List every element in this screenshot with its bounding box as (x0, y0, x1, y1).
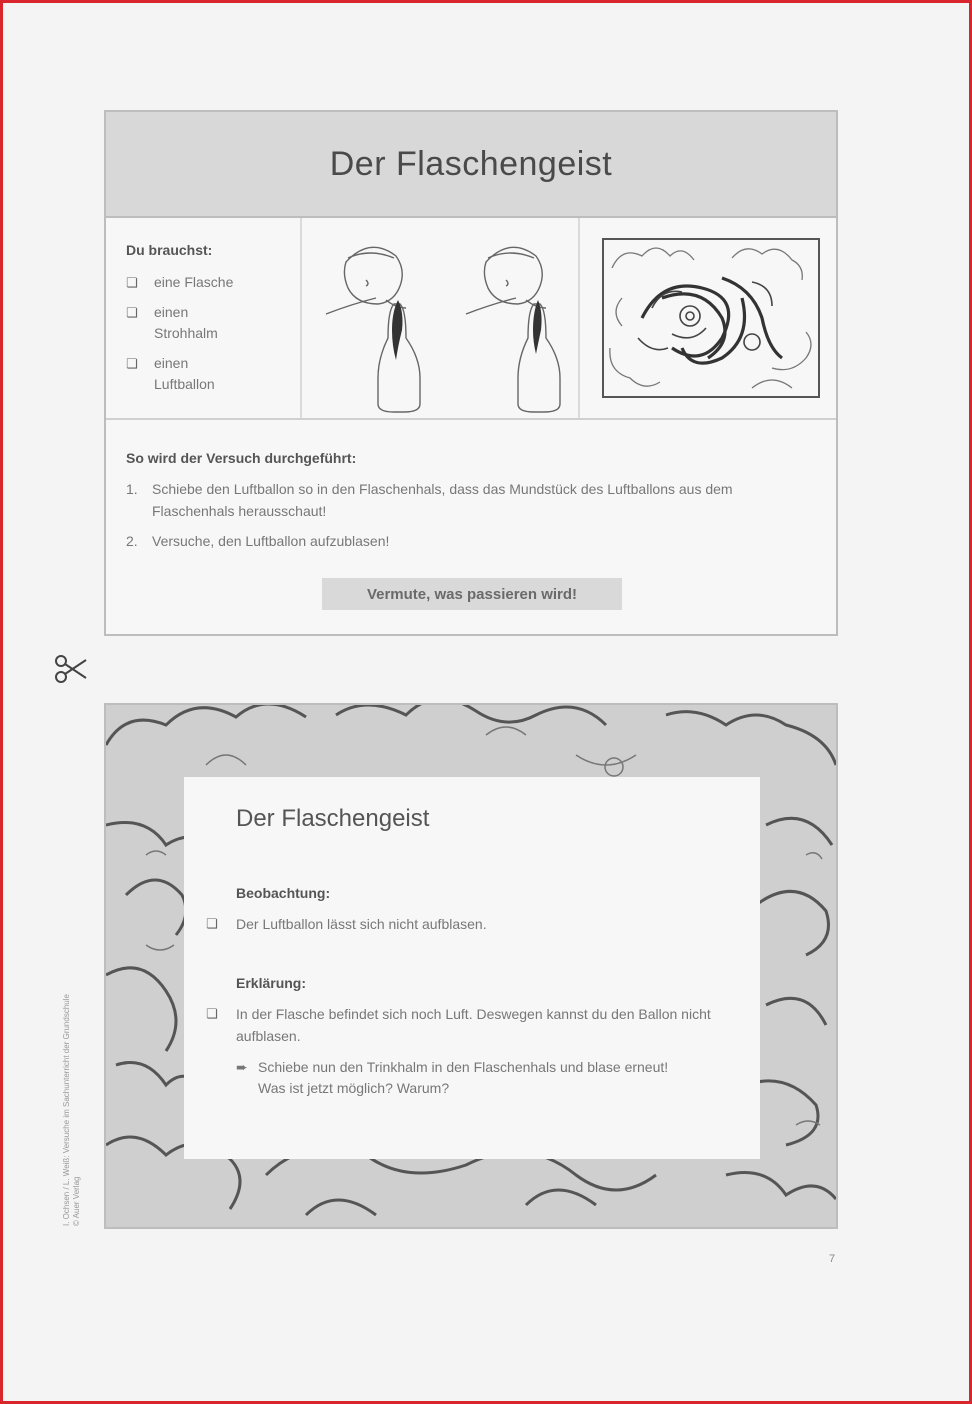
task-question: Was ist jetzt möglich? Warum? (258, 1080, 450, 1096)
experiment-illustration (306, 222, 580, 414)
materials-heading: Du brauchst: (126, 242, 213, 258)
materials-item-label: eine Flasche (154, 274, 234, 290)
observation-heading: Beobachtung: (236, 885, 331, 901)
materials-item-label: einen Luftballon (154, 355, 215, 392)
materials-list (126, 242, 296, 404)
explanation-section (206, 975, 720, 1099)
procedure-step (126, 530, 816, 552)
checkbox-icon: ❏ (206, 1006, 218, 1021)
observation-line (206, 913, 720, 935)
arrow-right-icon: ➨ (236, 1059, 248, 1075)
answer-panel (184, 777, 760, 1159)
procedure-heading: So wird der Versuch durchgeführt: (126, 450, 357, 466)
materials-item (126, 353, 296, 395)
observation-text: Der Luftballon lässt sich nicht aufblasen. (236, 916, 487, 932)
explanation-text: In der Flasche befindet sich noch Luft. Deswegen kannst du den Ballon nicht aufblasen. (236, 1006, 711, 1044)
worksheet-title: Der Flaschengeist (329, 144, 613, 183)
credit-line: © Auer Verlag (72, 1176, 81, 1226)
hypothesis-prompt: Vermute, was passieren wird! (322, 578, 622, 610)
step-number: 1. (126, 481, 138, 497)
worksheet-card (104, 110, 838, 636)
step-text: Schiebe den Luftballon so in den Flaschenhals, dass das Mundstück des Luftballons aus dem Flaschenhals herausschaut! (152, 481, 733, 519)
explanation-line (206, 1003, 720, 1047)
page-number: 7 (829, 1253, 836, 1265)
materials-item (126, 272, 296, 293)
follow-up-task (236, 1057, 720, 1099)
answer-title: Der Flaschengeist (236, 805, 430, 832)
observation-section (206, 885, 720, 935)
checkbox-icon: ❏ (126, 356, 138, 371)
checkbox-icon: ❏ (126, 305, 138, 320)
step-text: Versuche, den Luftballon aufzublasen! (152, 533, 390, 549)
procedure-step (126, 478, 816, 522)
step-number: 2. (126, 533, 138, 549)
checkbox-icon: ❏ (126, 275, 138, 290)
task-text: Schiebe nun den Trinkhalm in den Flaschenhals und blase erneut! (258, 1059, 669, 1075)
genie-swirl-illustration (602, 238, 820, 398)
credit-line: I. Ochsen / L. Weiß: Versuche im Sachunterricht der Grundschule (62, 994, 71, 1226)
checkbox-icon: ❏ (206, 916, 218, 931)
answer-card (104, 703, 838, 1229)
materials-row (106, 218, 836, 420)
procedure-section (126, 450, 816, 560)
column-divider (300, 218, 302, 418)
explanation-heading: Erklärung: (236, 975, 307, 991)
copyright-credit (62, 994, 82, 1226)
materials-item (126, 302, 296, 344)
materials-item-label: einen Strohhalm (154, 304, 218, 341)
title-bar (106, 112, 836, 218)
scissors-icon (54, 654, 88, 684)
